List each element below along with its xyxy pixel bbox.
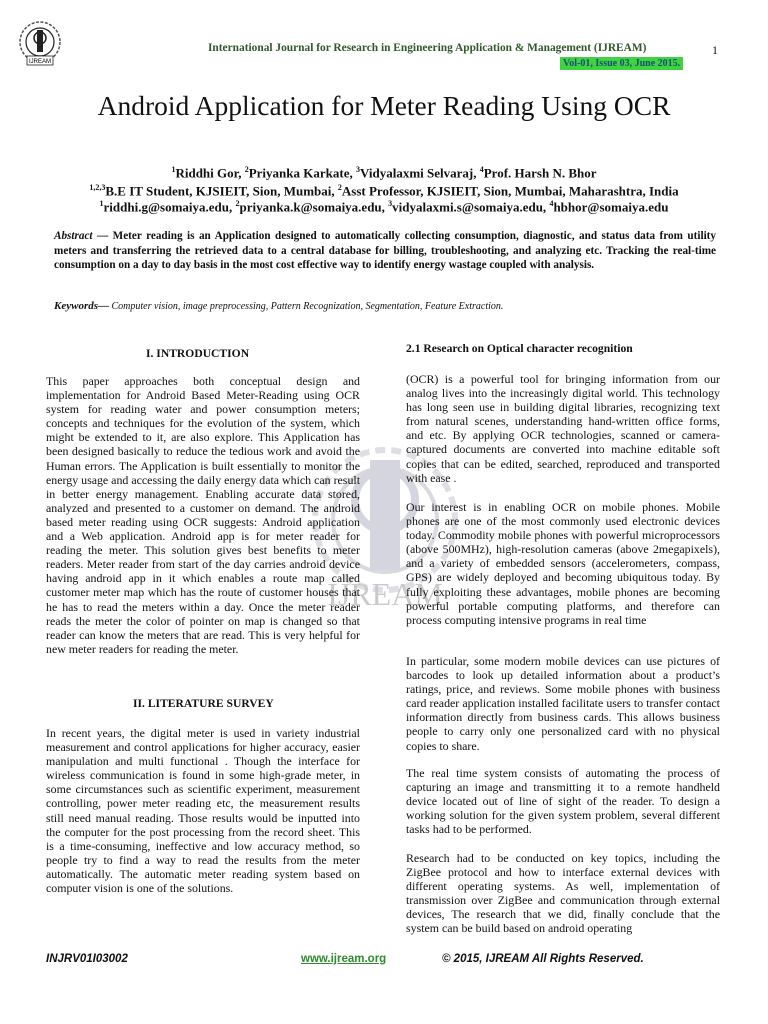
email-mark: 3 bbox=[388, 199, 393, 208]
footer-paper-id: INJRV01I03002 bbox=[46, 953, 128, 965]
paragraph: (OCR) is a powerful tool for bringing information from our analog lives into the increasingly digital world. This technology has long seen use in building digital libraries, recognizing text from natural scenes, understanding hand-written office forms, and etc. By applying OCR technologies, scanned or camera-captured documents are converted into machine editable soft copies that can be edited, searched, reproduced and transported with ease . bbox=[406, 372, 720, 485]
paragraph: In recent years, the digital meter is used in variety industrial measurement and control applications for higher accuracy, easier manipulation and multi functional . Though the interface for wireless communication is found in some high-grade meter, in some circumstances such as scientific experiment, measurement controlling, power meter reading etc, the measurement results still need manual reading. Those results would be inputted into the computer for the post processing from the record sheet. This is a time-consuming, ineffective and low accuracy method, so people try to find a way to read the results from the meter automatically. The automatic meter reading system based on computer vision is one of the solutions. bbox=[46, 726, 360, 896]
author-mark: 3 bbox=[355, 165, 360, 174]
ocr-body-1 bbox=[406, 372, 720, 485]
email-mark: 1 bbox=[99, 199, 104, 208]
introduction-body bbox=[46, 374, 360, 656]
email-link[interactable]: priyanka.k@somaiya.edu, bbox=[239, 199, 385, 215]
author-name: Priyanka Karkate, bbox=[248, 165, 353, 181]
journal-title: International Journal for Research in Engineering Application & Management (IJREAM) bbox=[208, 42, 647, 54]
section-heading-introduction: I. INTRODUCTION bbox=[146, 347, 250, 360]
keywords-label: Keywords— bbox=[54, 300, 109, 312]
affiliation-professor: Asst Professor, KJSIEIT, Sion, Mumbai, Maharashtra, India bbox=[341, 183, 679, 199]
paragraph: Research had to be conducted on key topics, including the ZigBee protocol and how to interface external devices with different operating systems. As well, implementation of transmission over ZigBee and communication through external devices, The research that we did, finally conclude that the system can be build based on android operating bbox=[406, 851, 720, 936]
author-mark: 1 bbox=[171, 165, 176, 174]
keywords bbox=[54, 300, 716, 312]
section-heading-ocr: 2.1 Research on Optical character recognition bbox=[406, 342, 633, 355]
keywords-text: Computer vision, image preprocessing, Pattern Recognization, Segmentation, Feature Extraction. bbox=[109, 301, 504, 312]
affiliation-student: B.E IT Student, KJSIEIT, Sion, Mumbai, bbox=[105, 183, 335, 199]
affiliation-mark: 1,2,3 bbox=[89, 183, 106, 192]
author-names bbox=[0, 165, 768, 181]
paragraph: This paper approaches both conceptual design and implementation for Android Based Meter-Reading using OCR system for reading water and power consumption meters; concepts and techniques for the evolution of the system, which might be extended to it, are also explore. This Application has been designed basically to reduce the tedious work and avoid the Human errors. The Application is built essentially to monitor the energy usage and accessing the daily energy data which can result in better energy management. Enabling accurate data stored, analyzed and presented to a customer on demand. The android based meter reading using OCR suggests: Android application and a Web application. Android app is for meter reader for reading the meter. This solution gives best benefits to meter readers. Meter reader from start of the day carries android device having android app in it which enables a route map called customer meter map which has the route of customer houses that he has to read the meters within a day. Once the meter reader reads the meter the color of pointer on map is changed so that reader can know the meters that are read. This is very helpful for new meter readers for reading the meter. bbox=[46, 374, 360, 656]
volume-badge: Vol-01, Issue 03, June 2015. bbox=[560, 57, 683, 70]
author-mark: 4 bbox=[479, 165, 484, 174]
ocr-body-3 bbox=[406, 654, 720, 753]
watermark-lettering: IJREAM bbox=[327, 576, 443, 612]
ocr-body-2 bbox=[406, 500, 720, 627]
author-name: Prof. Harsh N. Bhor bbox=[483, 165, 597, 181]
email-mark: 4 bbox=[549, 199, 554, 208]
email-mark: 2 bbox=[235, 199, 240, 208]
abstract-label: Abstract bbox=[54, 230, 93, 242]
affiliation-mark: 2 bbox=[337, 183, 342, 192]
author-affiliations bbox=[0, 183, 768, 199]
section-heading-literature: II. LITERATURE SURVEY bbox=[133, 697, 274, 710]
footer-copyright: © 2015, IJREAM All Rights Reserved. bbox=[442, 953, 644, 965]
literature-body bbox=[46, 726, 360, 895]
ocr-body-4 bbox=[406, 766, 720, 836]
email-link[interactable]: vidyalaxmi.s@somaiya.edu, bbox=[392, 199, 547, 215]
author-emails bbox=[0, 199, 768, 215]
ocr-body-5 bbox=[406, 851, 720, 936]
footer-website-link[interactable]: www.ijream.org bbox=[301, 953, 387, 965]
journal-logo bbox=[18, 20, 62, 68]
abstract-text: — Meter reading is an Application designed to automatically collecting consumption, diagnostic, and status data from utility meters and transferring the retrieved data to a central database for billing, troubleshooting, and analyzing etc. Tracking the real-time consumption on a day to day basis in the most cost effective way to identify energy wastage coupled with analysis. bbox=[54, 230, 716, 272]
abstract bbox=[54, 229, 716, 273]
author-name: Vidyalaxmi Selvaraj, bbox=[359, 165, 477, 181]
email-link[interactable]: hbhor@somaiya.edu bbox=[553, 199, 669, 215]
paper-title: Android Application for Meter Reading Using OCR bbox=[97, 90, 671, 121]
email-link[interactable]: riddhi.g@somaiya.edu, bbox=[103, 199, 233, 215]
paragraph: Our interest is in enabling OCR on mobile phones. Mobile phones are one of the most commonly used electronic devices today. Commodity mobile phones with powerful microprocessors (above 500MHz), high-resolution cameras (above 2megapixels), and a variety of embedded sensors (accelerometers, compass, GPS) are widely deployed and becoming ubiquitous today. By fully exploiting these advantages, mobile phones are becoming powerful portable computing platforms, and therefore can process computing intensive programs in real time bbox=[406, 500, 720, 627]
author-mark: 2 bbox=[244, 165, 249, 174]
paragraph: The real time system consists of automating the process of capturing an image and transmitting it to a remote handheld device located out of line of sight of the reader. To design a working solution for the given system problem, several different tasks had to be performed. bbox=[406, 766, 720, 837]
page-number: 1 bbox=[712, 43, 718, 57]
author-name: Riddhi Gor, bbox=[175, 165, 242, 181]
paragraph: In particular, some modern mobile devices can use pictures of barcodes to look up detailed information about a product’s ratings, price, and reviews. Some mobile phones with business card reader application installed facilitate users to transfer contact information directly from business cards. This allows business people to carry only one personalized card with no physical copies to share. bbox=[406, 654, 720, 753]
logo-lettering: IJREAM bbox=[28, 59, 52, 65]
